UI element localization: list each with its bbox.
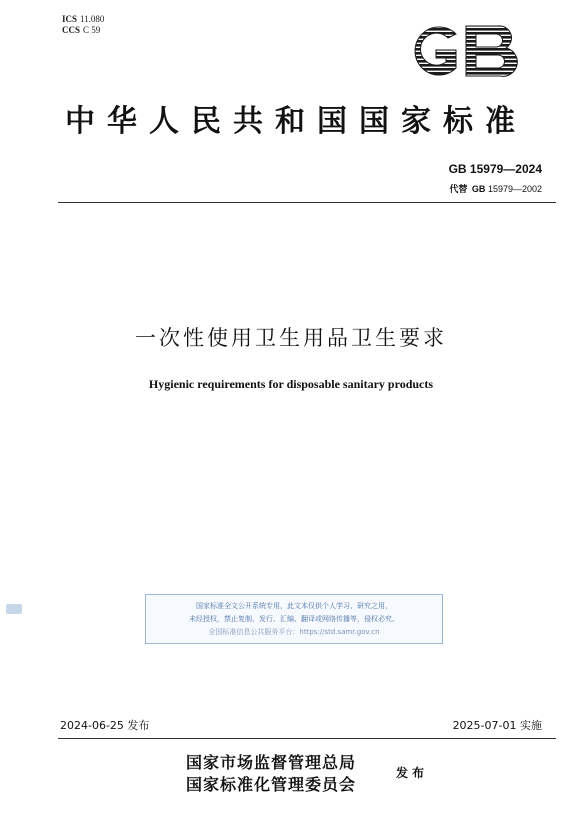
notice-line-1: 国家标准全文公开系统专用，此文本仅供个人学习、研究之用， (196, 602, 392, 610)
publish-label: 发布 (396, 766, 429, 780)
ics-value: 11.080 (80, 14, 105, 24)
national-standard-title: 中华人民共和国国家标准 (65, 104, 527, 139)
replaces-prefix: GB (471, 184, 486, 194)
gb-logo (400, 20, 522, 82)
ccs-label: CCS (62, 25, 81, 35)
issuing-authorities (186, 752, 356, 796)
ccs-code (62, 25, 104, 36)
side-tab-icon[interactable] (6, 604, 22, 614)
replaces-standard (449, 182, 542, 195)
top-divider (58, 202, 556, 203)
document-title-english: Hygienic requirements for disposable sanitary products (148, 377, 434, 391)
issuer-sac: 国家标准化管理委员会 (186, 775, 357, 794)
ics-code (62, 14, 104, 25)
issue-date: 2024-06-25 发布 (60, 719, 150, 732)
notice-line-2: 未经授权，禁止复制、发行、汇编、翻译或网络传播等，侵权必究。 (189, 615, 399, 623)
ccs-value: C 59 (83, 25, 101, 35)
issuer-samr: 国家市场监督管理总局 (186, 753, 357, 772)
standard-number: GB 15979—2024 (448, 162, 542, 176)
bottom-divider (58, 738, 556, 739)
document-title-chinese: 一次性使用卫生用品卫生要求 (135, 326, 447, 350)
ics-label: ICS (62, 14, 78, 24)
notice-line-3: 全国标准信息公共服务平台：https://std.samr.gov.cn (208, 628, 380, 636)
classification-codes (62, 14, 104, 36)
replaces-number: 15979—2002 (487, 184, 542, 194)
replaces-label: 代替 (449, 184, 468, 194)
implementation-date: 2025-07-01 实施 (452, 719, 542, 732)
copyright-notice-stamp (145, 594, 443, 644)
